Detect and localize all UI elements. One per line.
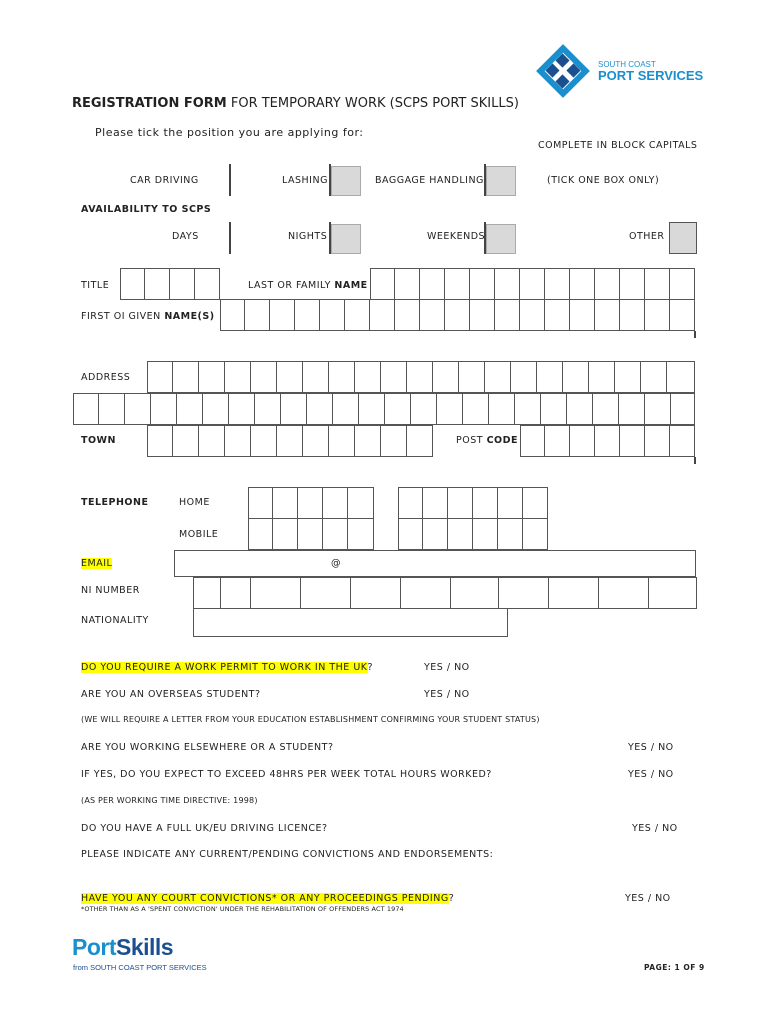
divider xyxy=(229,164,231,196)
page-number: PAGE: 1 OF 9 xyxy=(644,963,705,972)
elsewhere-question: ARE YOU WORKING ELSEWHERE OR A STUDENT? xyxy=(81,742,334,753)
ni-number-grid[interactable] xyxy=(193,577,697,609)
portskills-logo xyxy=(72,934,173,961)
last-name-label-a: LAST OR FAMILY xyxy=(248,280,335,291)
letter-note: (WE WILL REQUIRE A LETTER FROM YOUR EDUCATION ESTABLISHMENT CONFIRMING YOUR STUDENT STATUS) xyxy=(81,715,540,724)
town-input-grid[interactable] xyxy=(147,425,433,457)
first-name-label xyxy=(81,311,215,322)
portskills-logo-skills: Skills xyxy=(116,934,174,960)
first-name-label-a: FIRST OI xyxy=(81,311,125,322)
ni-number-label: NI NUMBER xyxy=(81,585,140,596)
position-lashing: LASHING xyxy=(282,175,328,186)
last-name-input-grid[interactable] xyxy=(370,268,695,300)
tick-box-other[interactable] xyxy=(669,222,697,254)
address-line2-grid[interactable] xyxy=(73,393,695,425)
logo-line2: PORT SERVICES xyxy=(598,68,704,83)
work-permit-text: DO YOU REQUIRE A WORK PERMIT TO WORK IN THE UK xyxy=(81,662,368,673)
overseas-question: ARE YOU AN OVERSEAS STUDENT? xyxy=(81,689,261,700)
page-title xyxy=(72,96,519,111)
availability-nights: NIGHTS xyxy=(288,231,328,242)
address-label: ADDRESS xyxy=(81,372,131,383)
work-permit-yes-no[interactable]: YES / NO xyxy=(424,662,470,673)
convictions-indicate: PLEASE INDICATE ANY CURRENT/PENDING CONVICTIONS AND ENDORSEMENTS: xyxy=(81,849,494,860)
post-code-label-b: CODE xyxy=(486,435,518,446)
scps-logo-icon xyxy=(534,42,592,100)
divider xyxy=(694,331,696,338)
title-bold: REGISTRATION FORM xyxy=(72,96,227,111)
exceed-hours-yes-no[interactable]: YES / NO xyxy=(628,769,674,780)
instruction-text: Please tick the position you are applying for: xyxy=(95,126,364,139)
court-qmark: ? xyxy=(448,893,455,904)
wtd-note: (AS PER WORKING TIME DIRECTIVE: 1998) xyxy=(81,796,258,805)
nationality-label: NATIONALITY xyxy=(81,615,149,626)
tick-box-weekends[interactable] xyxy=(486,224,516,254)
availability-heading: AVAILABILITY TO SCPS xyxy=(81,204,212,215)
licence-question: DO YOU HAVE A FULL UK/EU DRIVING LICENCE? xyxy=(81,823,328,834)
tick-box-lashing[interactable] xyxy=(331,166,361,196)
last-name-label-b: NAME xyxy=(334,280,368,291)
nationality-input[interactable] xyxy=(193,608,508,637)
tick-box-baggage[interactable] xyxy=(486,166,516,196)
portskills-logo-port: Port xyxy=(72,934,116,960)
email-input[interactable] xyxy=(174,550,696,577)
title-rest: FOR TEMPORARY WORK (SCPS PORT SKILLS) xyxy=(226,96,519,111)
court-question xyxy=(81,893,454,904)
position-car-driving: CAR DRIVING xyxy=(130,175,199,186)
first-name-label-c: NAME(S) xyxy=(164,311,215,322)
last-name-label xyxy=(248,280,368,291)
divider xyxy=(229,222,231,254)
logo-line1: SOUTH COAST xyxy=(598,60,656,69)
tick-one-note: (TICK ONE BOX ONLY) xyxy=(547,175,660,186)
block-capitals-note: COMPLETE IN BLOCK CAPITALS xyxy=(538,140,698,151)
home-phone-grid-a[interactable] xyxy=(248,487,374,519)
position-baggage: BAGGAGE HANDLING xyxy=(375,175,484,186)
telephone-label: TELEPHONE xyxy=(81,497,149,508)
home-phone-grid-b[interactable] xyxy=(398,487,548,519)
home-label: HOME xyxy=(179,497,210,508)
portskills-subtitle: from SOUTH COAST PORT SERVICES xyxy=(73,963,207,972)
post-code-input-grid[interactable] xyxy=(520,425,695,457)
first-name-label-b: GIVEN xyxy=(125,311,165,322)
mobile-label: MOBILE xyxy=(179,529,219,540)
town-label: TOWN xyxy=(81,435,116,446)
email-at-sign: @ xyxy=(331,558,341,569)
work-permit-qmark: ? xyxy=(367,662,374,673)
court-yes-no[interactable]: YES / NO xyxy=(625,893,671,904)
first-name-input-grid[interactable] xyxy=(220,299,695,331)
exceed-hours-question: IF YES, DO YOU EXPECT TO EXCEED 48HRS PER WEEK TOTAL HOURS WORKED? xyxy=(81,769,492,780)
post-code-label xyxy=(456,435,518,446)
licence-yes-no[interactable]: YES / NO xyxy=(632,823,678,834)
mobile-phone-grid-b[interactable] xyxy=(398,518,548,550)
title-label: TITLE xyxy=(81,280,110,291)
availability-other: OTHER xyxy=(629,231,665,242)
title-input-grid[interactable] xyxy=(120,268,220,300)
divider xyxy=(694,457,696,464)
overseas-yes-no[interactable]: YES / NO xyxy=(424,689,470,700)
work-permit-question xyxy=(81,662,373,673)
post-code-label-a: POST xyxy=(456,435,487,446)
mobile-phone-grid-a[interactable] xyxy=(248,518,374,550)
address-line1-grid[interactable] xyxy=(147,361,695,393)
email-label: EMAIL xyxy=(81,558,113,569)
court-text: HAVE YOU ANY COURT CONVICTIONS* OR ANY PROCEEDINGS PENDING xyxy=(81,893,449,904)
elsewhere-yes-no[interactable]: YES / NO xyxy=(628,742,674,753)
availability-days: DAYS xyxy=(172,231,199,242)
court-footnote: *OTHER THAN AS A 'SPENT CONVICTION' UNDER THE REHABILITATION OF OFFENDERS ACT 1974 xyxy=(81,905,404,913)
availability-weekends: WEEKENDS xyxy=(427,231,486,242)
tick-box-nights[interactable] xyxy=(331,224,361,254)
